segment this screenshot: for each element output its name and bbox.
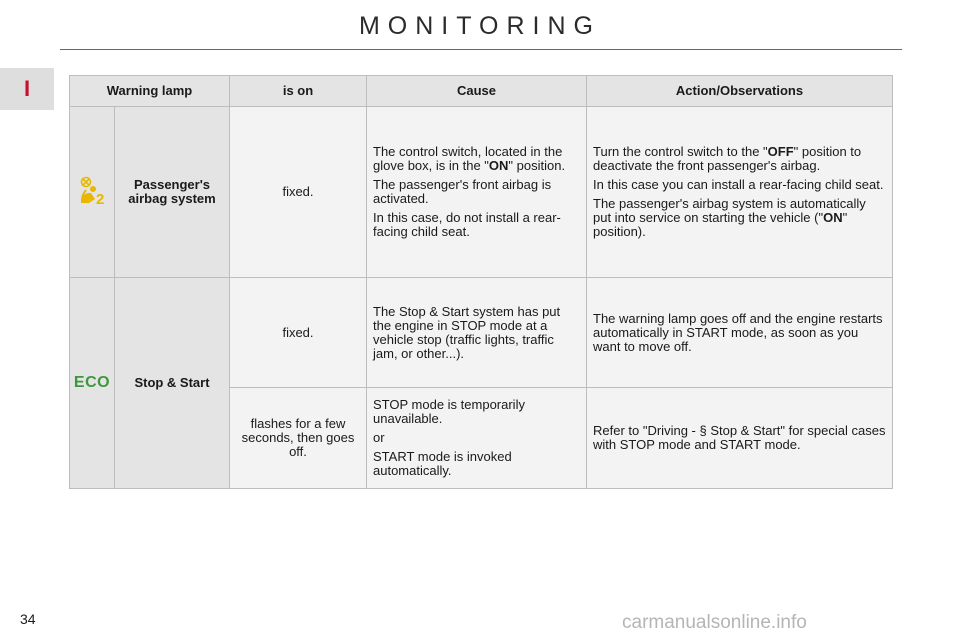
cause-paragraph: STOP mode is temporarily unavailable. <box>373 397 525 426</box>
cause-paragraph: or <box>373 430 385 445</box>
header-cause: Cause <box>367 76 587 107</box>
warning-lamp-table <box>69 75 893 489</box>
cause-paragraph: The control switch, located in the glove box, is in the "ON" position. <box>373 144 566 173</box>
lamp-state: fixed. <box>230 107 367 278</box>
action-paragraph: Refer to "Driving - § Stop & Start" for special cases with STOP mode and START mode. <box>593 423 886 452</box>
lamp-cause <box>367 278 587 388</box>
action-paragraph: The passenger's airbag system is automatically put into service on starting the vehicle ("ON" position). <box>593 196 866 239</box>
header-warning-lamp: Warning lamp <box>70 76 230 107</box>
action-paragraph: The warning lamp goes off and the engine restarts automatically in START mode, as soon as you want to move off. <box>593 310 883 354</box>
watermark: carmanualsonline.info <box>622 612 807 633</box>
page-number: 34 <box>20 611 36 627</box>
table-row-passenger-airbag <box>70 107 893 278</box>
lamp-state: flashes for a few seconds, then goes off. <box>230 388 367 489</box>
action-paragraph: Turn the control switch to the "OFF" position to deactivate the front passenger's airbag. <box>593 144 862 173</box>
lamp-cause <box>367 107 587 278</box>
lamp-action <box>587 107 893 278</box>
table-row-stop-start <box>70 278 893 388</box>
action-paragraph: In this case you can install a rear-facing child seat. <box>593 177 884 192</box>
table-header-row <box>70 76 893 107</box>
svg-text:2: 2 <box>96 190 105 206</box>
lamp-action <box>587 278 893 388</box>
lamp-cause <box>367 388 587 489</box>
chapter-tab[interactable] <box>0 68 54 110</box>
cause-paragraph: START mode is invoked automatically. <box>373 449 512 478</box>
chapter-label: I <box>23 76 31 101</box>
title-divider <box>60 49 902 50</box>
header-is-on: is on <box>230 76 367 107</box>
lamp-action <box>587 388 893 489</box>
lamp-icon-cell <box>70 107 115 278</box>
page-title: MONITORING <box>358 12 602 40</box>
cause-paragraph: The passenger's front airbag is activated. <box>373 177 552 206</box>
cause-paragraph: The Stop & Start system has put the engine in STOP mode at a vehicle stop (traffic lights, traffic jam, or other...). <box>373 303 561 361</box>
lamp-name: Passenger's airbag system <box>115 107 230 278</box>
lamp-state: fixed. <box>230 278 367 388</box>
lamp-name: Stop & Start <box>115 278 230 489</box>
lamp-icon-cell <box>70 278 115 489</box>
passenger-airbag-off-icon <box>76 176 108 206</box>
eco-icon: ECO <box>73 374 111 391</box>
cause-paragraph: In this case, do not install a rear-facing child seat. <box>373 210 561 239</box>
header-action-observations: Action/Observations <box>587 76 893 107</box>
